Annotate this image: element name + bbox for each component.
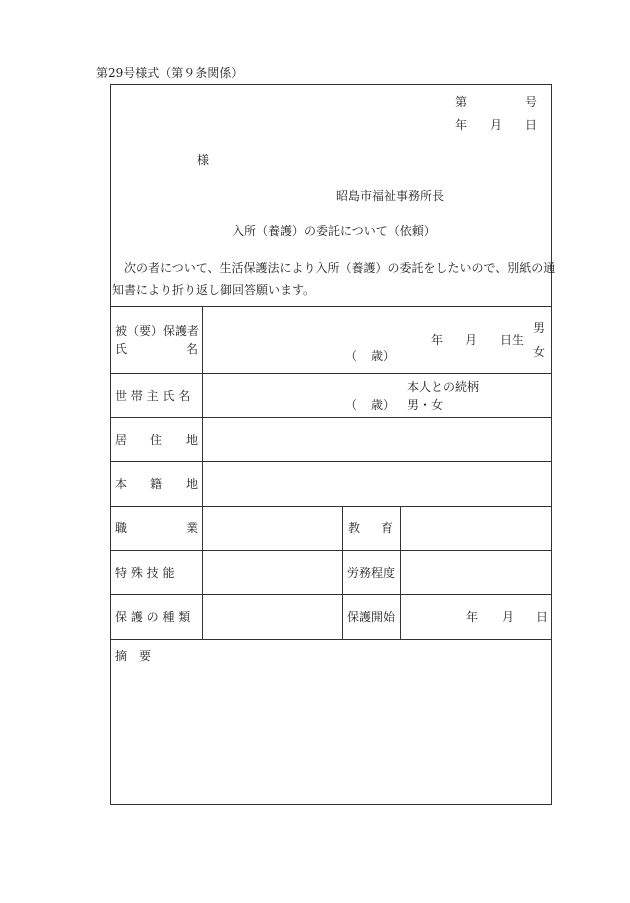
relation-label: 本人との続柄	[407, 380, 480, 394]
doc-number-prefix: 第	[455, 95, 468, 109]
domicile-label-1: 本	[115, 477, 128, 491]
household-sex: 男・女	[407, 398, 444, 412]
divider-header	[110, 306, 552, 307]
residence-label-1: 居	[115, 433, 128, 447]
body-line-2: 知書により折り返し御回答願います。	[112, 283, 316, 297]
divider-row5	[110, 550, 552, 551]
date-day: 日	[525, 118, 538, 132]
sex-female: 女	[533, 345, 546, 359]
education-label-2: 育	[381, 521, 394, 535]
divider-mid-col2	[400, 506, 401, 639]
divider-row7	[110, 639, 552, 640]
skills-label: 特 殊 技 能	[115, 566, 175, 580]
divider-row1	[110, 373, 552, 374]
domicile-label-2: 籍	[150, 477, 163, 491]
start-month: 月	[502, 610, 515, 624]
education-label-1: 教	[348, 521, 361, 535]
divider-row3	[110, 461, 552, 462]
form-id: 第29号様式（第９条関係）	[96, 66, 244, 80]
start-day: 日	[536, 610, 549, 624]
divider-row2	[110, 417, 552, 418]
occupation-label-2: 業	[186, 521, 199, 535]
insured-label-bottom-left: 氏	[115, 342, 128, 356]
doc-number-suffix: 号	[525, 95, 538, 109]
household-age-close: 歳）	[371, 398, 396, 412]
birth-year: 年	[431, 333, 444, 347]
form-frame	[110, 84, 552, 805]
divider-row6	[110, 594, 552, 595]
sex-male: 男	[533, 321, 546, 335]
summary-label: 摘 要	[115, 649, 152, 663]
birth-day-born: 日生	[500, 333, 525, 347]
age-close: 歳）	[371, 349, 396, 363]
addressee-honorific: 様	[197, 153, 210, 167]
sender: 昭島市福祉事務所長	[336, 189, 445, 203]
age-open: （	[345, 349, 358, 363]
occupation-label-1: 職	[115, 521, 128, 535]
residence-label-3: 地	[186, 433, 199, 447]
divider-label-col	[202, 306, 203, 639]
date-year: 年	[455, 118, 468, 132]
residence-label-2: 住	[150, 433, 163, 447]
body-line-1: 次の者について、生活保護法により入所（養護）の委託をしたいので、別紙の通	[124, 261, 556, 275]
divider-mid-col	[342, 506, 343, 639]
labor-label: 労務程度	[347, 566, 396, 580]
protection-start-label: 保護開始	[347, 610, 396, 624]
domicile-label-3: 地	[186, 477, 199, 491]
household-label: 世 帯 主 氏 名	[115, 389, 191, 403]
doc-title: 入所（養護）の委託について（依頼）	[232, 224, 436, 238]
protection-type-label: 保 護 の 種 類	[115, 610, 191, 624]
date-month: 月	[490, 118, 503, 132]
insured-label-bottom-right: 名	[186, 342, 199, 356]
household-age-open: （	[345, 398, 358, 412]
insured-label-top: 被（要）保護者	[115, 324, 200, 338]
birth-month: 月	[465, 333, 478, 347]
divider-row4	[110, 506, 552, 507]
start-year: 年	[466, 610, 479, 624]
